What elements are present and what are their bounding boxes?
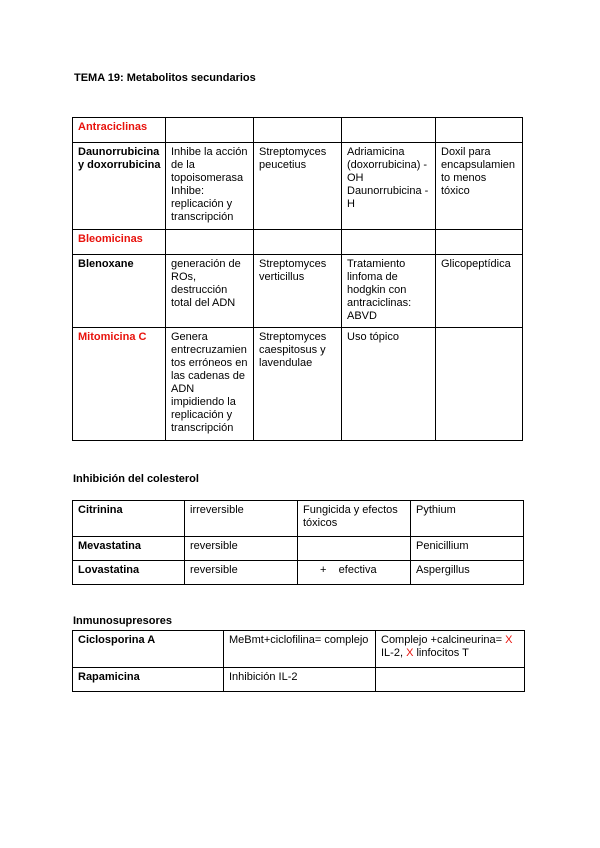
table-row xyxy=(73,230,523,255)
table-cell xyxy=(298,537,411,561)
table-row xyxy=(73,143,523,230)
table-cell: Tratamiento linfoma de hodgkin con antraciclinas: ABVD xyxy=(342,255,436,328)
table-cell xyxy=(436,230,523,255)
drug-name: Daunorrubicina y doxorrubicina xyxy=(73,143,166,230)
table-cell: Pythium xyxy=(411,501,524,537)
table-cell: Adriamicina (doxorrubicina) -OH Daunorrubicina -H xyxy=(342,143,436,230)
table-row xyxy=(73,537,524,561)
drug-name: Mevastatina xyxy=(73,537,185,561)
table-row xyxy=(73,561,524,585)
table-cell xyxy=(166,118,254,143)
immunosuppressants-table xyxy=(72,630,525,692)
table-cell: Streptomyces verticillus xyxy=(254,255,342,328)
table-cell: MeBmt+ciclofilina= complejo xyxy=(224,631,376,668)
table-cell: Inhibe la acción de la topoisomerasa Inhibe: replicación y transcripción xyxy=(166,143,254,230)
antibiotics-table xyxy=(72,117,523,441)
text-part: Complejo +calcineurina= xyxy=(381,634,506,646)
table-cell xyxy=(436,328,523,441)
table-cell: Streptomyces peucetius xyxy=(254,143,342,230)
drug-name: Ciclosporina A xyxy=(73,631,224,668)
table-cell: reversible xyxy=(185,561,298,585)
table-cell: Glicopeptídica xyxy=(436,255,523,328)
table-cell xyxy=(166,230,254,255)
table-cell: Uso tópico xyxy=(342,328,436,441)
category-bleomicinas: Bleomicinas xyxy=(73,230,166,255)
drug-name: Citrinina xyxy=(73,501,185,537)
cholesterol-table xyxy=(72,500,524,585)
table-cell: generación de ROs, destrucción total del ADN xyxy=(166,255,254,328)
table-cell xyxy=(436,118,523,143)
table-cell xyxy=(376,631,525,668)
table-cell xyxy=(254,118,342,143)
drug-name: Lovastatina xyxy=(73,561,185,585)
section-title-inmunosupresores: Inmunosupresores xyxy=(73,615,173,627)
table-cell: reversible xyxy=(185,537,298,561)
table-cell xyxy=(342,118,436,143)
table-cell xyxy=(342,230,436,255)
page-title: TEMA 19: Metabolitos secundarios xyxy=(74,72,256,84)
red-x-mark: X xyxy=(406,647,414,659)
table-cell: + efectiva xyxy=(298,561,411,585)
table-cell: Aspergillus xyxy=(411,561,524,585)
drug-name: Blenoxane xyxy=(73,255,166,328)
table-row xyxy=(73,501,524,537)
table-cell: Streptomyces caespitosus y lavendulae xyxy=(254,328,342,441)
table-cell: Fungicida y efectos tóxicos xyxy=(298,501,411,537)
table-row xyxy=(73,328,523,441)
table-cell: Genera entrecruzamientos erróneos en las cadenas de ADN impidiendo la replicación y transcripción xyxy=(166,328,254,441)
table-cell: Inhibición IL-2 xyxy=(224,668,376,692)
section-title-colesterol: Inhibición del colesterol xyxy=(73,473,199,485)
category-antraciclinas: Antraciclinas xyxy=(73,118,166,143)
table-row xyxy=(73,118,523,143)
table-cell: irreversible xyxy=(185,501,298,537)
table-cell: Doxil para encapsulamiento menos tóxico xyxy=(436,143,523,230)
red-x-mark: X xyxy=(505,634,513,646)
text-part: linfocitos T xyxy=(413,647,469,659)
table-cell: Penicillium xyxy=(411,537,524,561)
table-row xyxy=(73,631,525,668)
text-part: IL-2, xyxy=(381,647,407,659)
table-row xyxy=(73,668,525,692)
drug-name: Rapamicina xyxy=(73,668,224,692)
table-row xyxy=(73,255,523,328)
table-cell xyxy=(376,668,525,692)
category-mitomicina: Mitomicina C xyxy=(73,328,166,441)
table-cell xyxy=(254,230,342,255)
